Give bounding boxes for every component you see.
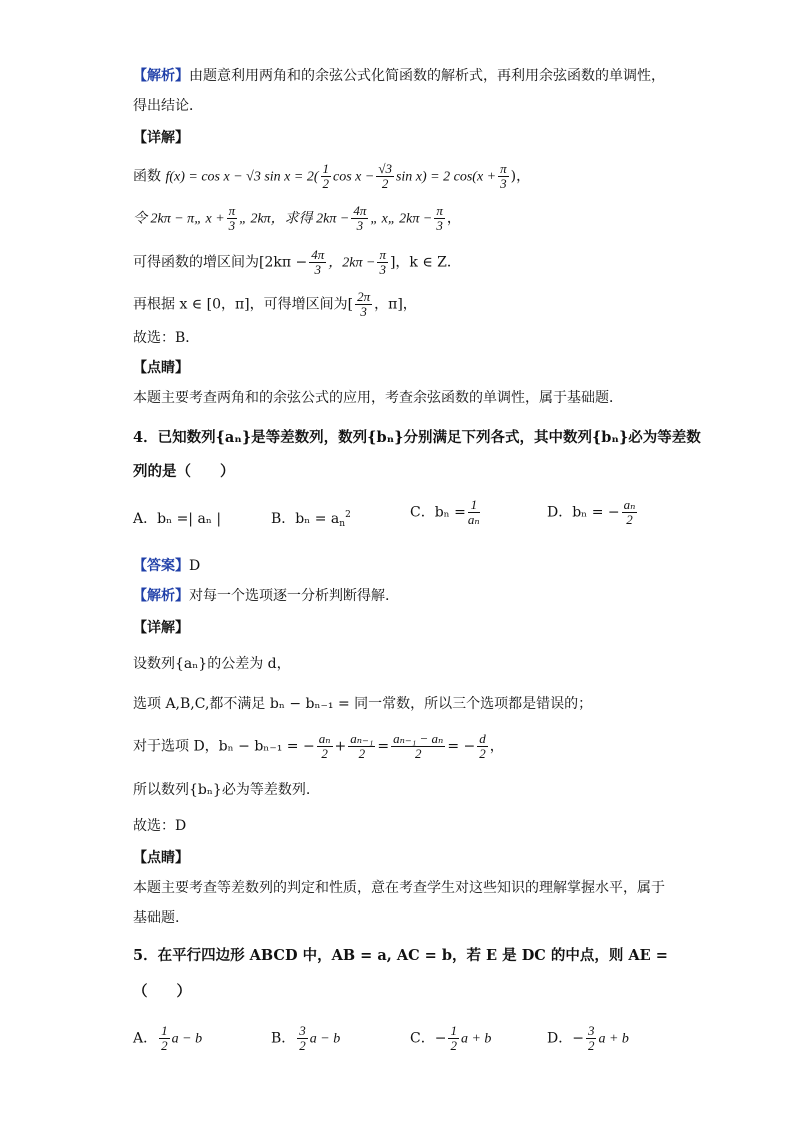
numerator: aₙ₋₁ [350,731,374,746]
option-expr: a − b [309,1031,341,1047]
analysis-tag: 【解析】 [133,588,189,604]
text: = − [447,738,476,755]
fraction [159,1024,170,1053]
numerator: 2π [357,289,371,304]
denominator: 2 [414,746,422,761]
numerator: aₙ₋₁ − aₙ [393,731,444,746]
denominator: 3 [360,304,367,319]
fraction [355,290,372,319]
numerator: 1 [468,498,480,513]
q4-option-b [271,508,351,529]
numerator: 4π [353,203,367,218]
answer-tag: 【答案】 [133,558,189,574]
q3-detail-line-4 [133,290,417,319]
q5-option-b [271,1024,340,1053]
q4-stem-line-2: 列的是（ ） [133,463,235,480]
q3-detail-line-1 [133,162,530,191]
text: 对于选项 D，bₙ − bₙ₋₁ = − [133,738,315,755]
fraction [321,162,332,191]
numerator: π [436,203,443,218]
denominator: 2 [450,1038,457,1053]
numerator: d [479,731,486,746]
text: 可得函数的增区间为[2kπ − [133,254,308,271]
fraction [477,732,488,761]
option-text: D．− [547,1030,584,1047]
comment-tag-text: 【点睛】 [133,850,189,866]
formula: sin x) = 2 cos(x + [395,169,497,185]
option-text: C．− [410,1030,447,1047]
analysis-tag: 【解析】 [133,68,189,84]
q4-choice: 故选：D [133,818,187,834]
q4-comment-text: 本题主要考查等差数列的判定和性质，意在考查学生对这些知识的理解掌握水平，属于 [133,880,665,896]
denominator: 3 [436,218,443,233]
fraction [317,732,333,761]
q4-answer [133,556,200,576]
fraction [498,162,509,191]
option-text: C．bₙ = [410,504,466,521]
numerator: π [228,203,236,218]
text: )， [510,168,531,185]
fraction [227,204,238,233]
denominator: aₙ [467,512,480,527]
text: 函数 [133,168,161,185]
option-text: D．bₙ = − [547,504,620,521]
option-text: B．bₙ = a [271,511,340,527]
q3-comment-text: 本题主要考查两角和的余弦公式的应用，考查余弦函数的单调性，属于基础题． [133,390,623,406]
q3-detail-line-2 [133,204,461,233]
numerator: 4π [311,247,325,262]
text: ， [446,210,461,227]
detail-tag [133,128,189,148]
numerator: aₙ [318,731,331,746]
option-expr: a − b [171,1031,203,1047]
text: ]，k ∈ Z． [389,254,461,271]
fraction [376,162,394,191]
numerator: 3 [587,1023,595,1038]
denominator: 3 [356,218,364,233]
q4-detail-line-4: 所以数列{bₙ}必为等差数列. [133,782,311,798]
comment-tag-text: 【点睛】 [133,360,189,376]
numerator: π [500,161,507,176]
option-expr: a + b [598,1031,629,1047]
q5-stem-line-2: （ ） [133,983,191,1000]
q4-option-c [410,498,482,527]
formula: ，2kπ − [328,255,376,271]
fraction [309,248,326,277]
q5-stem-line-1: 5．在平行四边形 ABCD 中，AB = a, AC = b，若 E 是 DC 的中点，则 AE = [133,947,668,964]
q5-option-c [410,1024,491,1053]
denominator: 3 [379,262,386,277]
text: + [334,738,347,755]
q4-detail-line-3 [133,732,504,761]
fraction [348,732,375,761]
fraction [622,498,638,527]
analysis-text: 对每一个选项逐一分析判断得解. [189,588,390,604]
q4-detail-tag [133,618,189,638]
q4-option-a: A．bₙ =| aₙ | [133,511,222,527]
subscript: n [339,519,346,529]
denominator: 2 [299,1038,306,1053]
denominator: 2 [358,746,366,761]
analysis-text: 由题意利用两角和的余弦公式化简函数的解析式，再利用余弦函数的单调性， [189,68,665,84]
fraction [391,732,445,761]
q5-option-d [547,1024,629,1053]
fraction [448,1024,459,1053]
q4-option-d [547,498,639,527]
formula: f(x) = cos x − √3 sin x = 2( [165,169,319,185]
numerator: π [379,247,386,262]
q3-comment-tag [133,358,189,378]
formula: cos x − [333,169,375,185]
q4-comment-text-2: 基础题. [133,910,180,926]
text: = [377,738,390,755]
option-expr: a + b [460,1031,492,1047]
numerator: 1 [450,1023,457,1038]
formula: „ x„ 2kπ − [370,211,433,227]
option-text: B． [271,1030,296,1047]
superscript: 2 [345,510,351,520]
q3-analysis-line [133,66,665,86]
q3-analysis-line-2: 得出结论． [133,98,203,114]
denominator: 3 [500,176,507,191]
fraction [468,498,480,527]
denominator: 2 [626,512,633,527]
denominator: 3 [228,218,236,233]
detail-tag-text: 【详解】 [133,620,189,636]
text: ，π]， [374,296,417,313]
q4-analysis [133,586,389,606]
detail-tag-text: 【详解】 [133,130,189,146]
fraction [351,204,368,233]
denominator: 2 [381,176,389,191]
denominator: 2 [161,1038,168,1053]
q3-choice: 故选：B． [133,330,200,346]
q4-detail-line-2: 选项 A,B,C,都不满足 bₙ − bₙ₋₁ = 同一常数，所以三个选项都是错误的； [133,696,593,712]
q4-comment-tag [133,848,189,868]
answer-value: D [189,558,201,574]
fraction [297,1024,308,1053]
q3-detail-line-3 [133,248,461,277]
fraction [377,248,388,277]
denominator: 2 [322,176,329,191]
numerator: 1 [161,1023,168,1038]
fraction [434,204,445,233]
q5-option-a [133,1024,202,1053]
q4-detail-line-1: 设数列{aₙ}的公差为 d， [133,656,291,672]
q4-stem-line-1: 4．已知数列{aₙ}是等差数列，数列{bₙ}分别满足下列各式，其中数列{bₙ}必为等差数 [133,429,701,446]
numerator: 3 [299,1023,306,1038]
numerator: aₙ [623,497,636,512]
formula: 令 2kπ − π„ x + [133,211,225,227]
denominator: 2 [321,746,328,761]
numerator: √3 [378,161,392,176]
formula: „ 2kπ，求得 2kπ − [239,211,350,227]
denominator: 2 [587,1038,595,1053]
numerator: 1 [322,161,329,176]
fraction [586,1024,597,1053]
text: 再根据 x ∈ [0，π]，可得增区间为[ [133,296,354,313]
text: ， [489,738,504,755]
denominator: 2 [479,746,486,761]
option-text: A． [133,1030,158,1047]
denominator: 3 [314,262,321,277]
